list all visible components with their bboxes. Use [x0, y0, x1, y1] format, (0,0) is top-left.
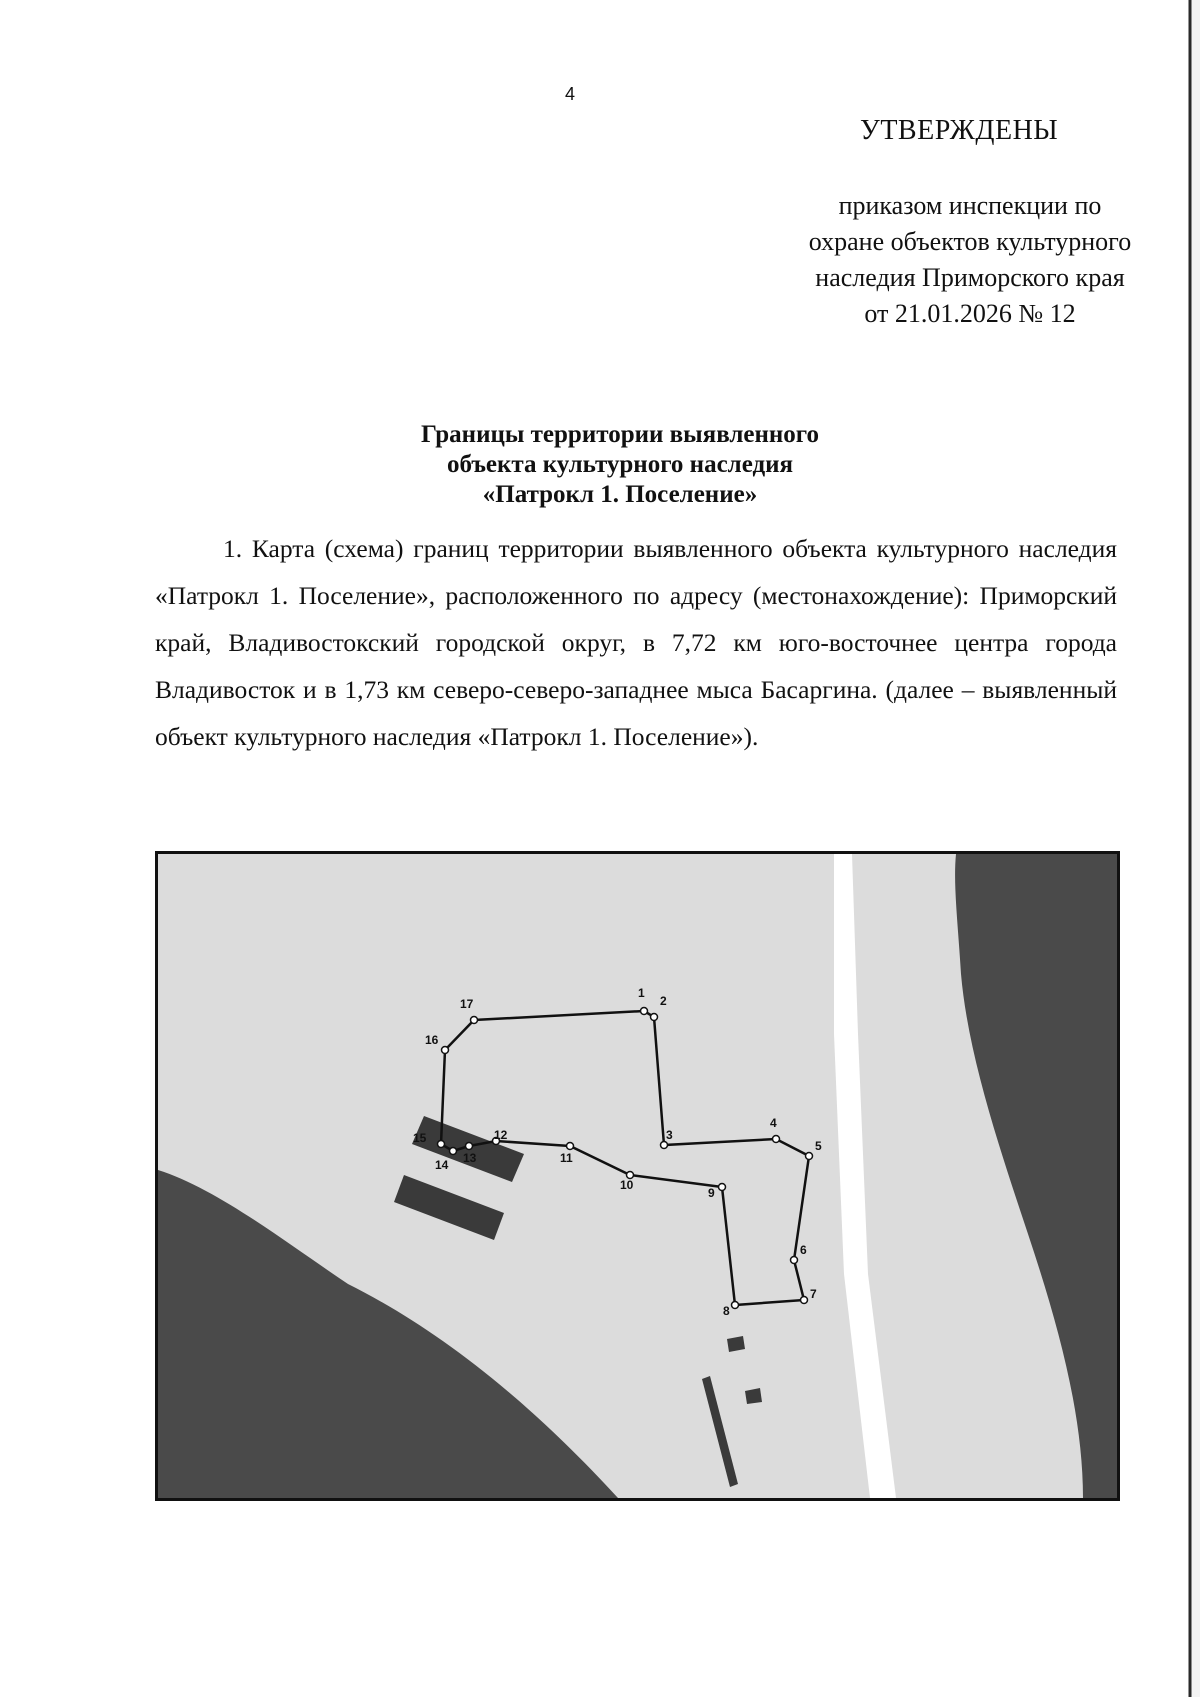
map-canvas	[158, 854, 1117, 1498]
approval-line-2: охране объектов культурного	[808, 227, 1132, 256]
boundary-point-label: 14	[435, 1158, 449, 1172]
approval-line-1: приказом инспекции по	[838, 191, 1102, 220]
boundary-point	[466, 1143, 473, 1150]
boundary-point-label: 1	[638, 986, 645, 1000]
approval-title: УТВЕРЖДЕНЫ	[860, 115, 1059, 146]
boundary-point	[791, 1257, 798, 1264]
boundary-point	[806, 1153, 813, 1160]
boundary-point-label: 8	[723, 1304, 730, 1318]
boundary-point	[641, 1008, 648, 1015]
boundary-point-label: 16	[425, 1033, 439, 1047]
heading-line-3: «Патрокл 1. Поселение»	[482, 481, 758, 508]
boundary-point	[801, 1297, 808, 1304]
boundary-point-label: 17	[460, 997, 474, 1011]
page-number: 4	[564, 84, 575, 104]
boundary-point-label: 12	[494, 1128, 508, 1142]
boundary-point-label: 3	[666, 1128, 673, 1142]
boundary-point	[438, 1141, 445, 1148]
boundary-point	[651, 1014, 658, 1021]
body-paragraph: 1. Карта (схема) границ территории выявленного объекта культурного наследия «Патрокл 1. Поселение», расположенного по адресу (местонахождение): Приморский край, Владивостокский городской округ, в 7,72 км юго-восточнее центра города Владивосток и в 1,73 км северо-северо-западнее мыса Басаргина. (далее – выявленный объект культурного наследия «Патрокл 1. Поселение»).	[155, 534, 1117, 751]
boundary-point-label: 7	[810, 1287, 817, 1301]
boundary-point	[567, 1143, 574, 1150]
boundary-point-label: 6	[800, 1243, 807, 1257]
approval-order-block	[775, 188, 1165, 332]
boundary-point	[661, 1142, 668, 1149]
approval-line-4: от 21.01.2026 № 12	[864, 299, 1076, 328]
boundary-point	[773, 1136, 780, 1143]
boundary-point-label: 13	[463, 1151, 477, 1165]
boundary-point-label: 9	[708, 1186, 715, 1200]
boundary-point	[450, 1148, 457, 1155]
boundary-point	[442, 1047, 449, 1054]
boundary-point	[719, 1184, 726, 1191]
heading-line-1: Границы территории выявленного	[420, 421, 820, 448]
approval-line-3: наследия Приморского края	[815, 263, 1125, 292]
boundary-point-label: 11	[560, 1151, 573, 1165]
boundary-point-label: 15	[413, 1131, 427, 1145]
boundary-point-label: 2	[660, 994, 667, 1008]
boundary-point-label: 5	[815, 1139, 822, 1153]
document-heading	[320, 420, 920, 510]
boundary-point	[471, 1017, 478, 1024]
boundary-point-label: 4	[770, 1116, 777, 1130]
page-edge	[1178, 0, 1200, 1697]
boundary-map	[155, 851, 1120, 1501]
boundary-point	[732, 1302, 739, 1309]
heading-line-2: объекта культурного наследия	[446, 451, 794, 478]
boundary-point-label: 10	[620, 1178, 634, 1192]
